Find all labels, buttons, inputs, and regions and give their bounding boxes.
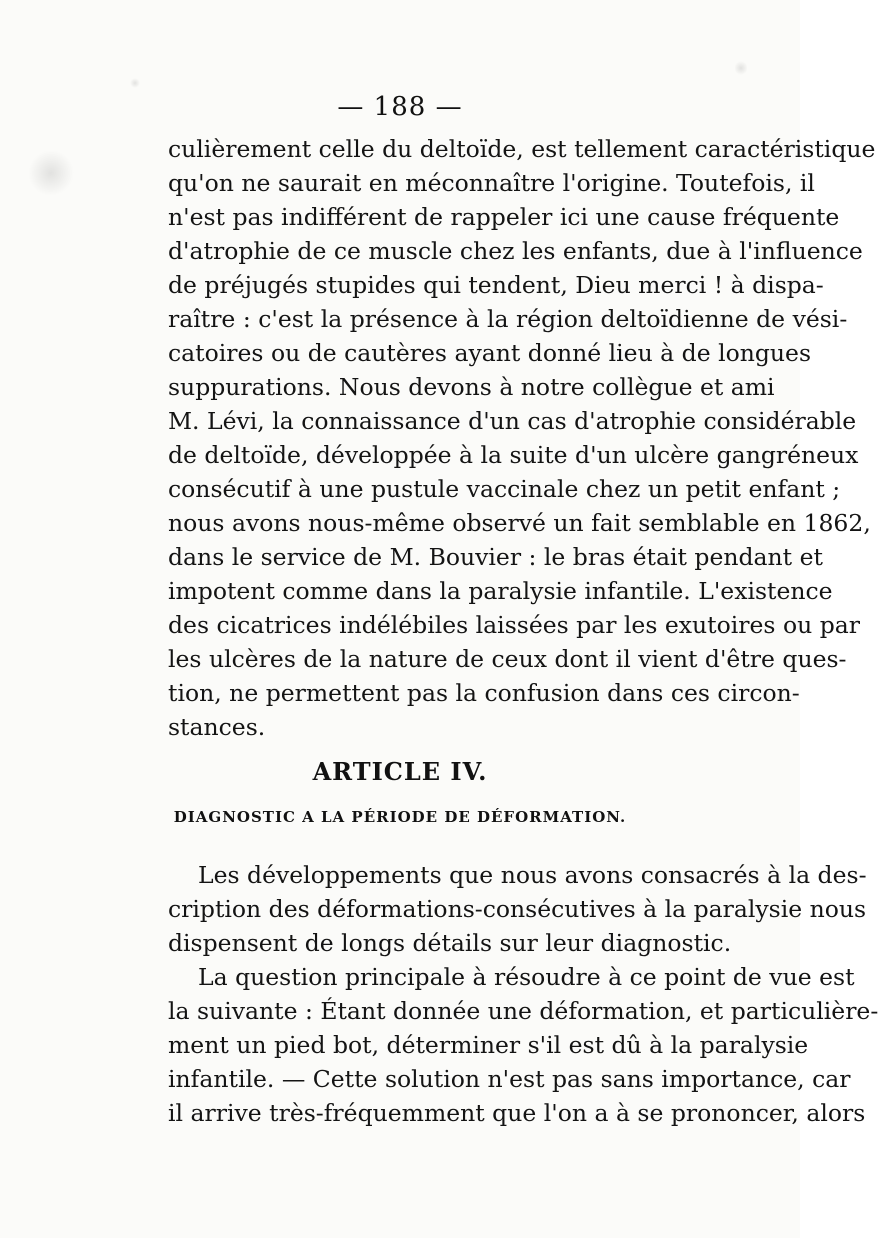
text-line: raître : c'est la présence à la région deltoïdienne de vési- [168,305,848,333]
text-line: tion, ne permettent pas la confusion dans ces circon- [168,679,800,707]
text-line: Les développements que nous avons consacrés à la des- [198,861,867,889]
article-subheading: DIAGNOSTIC A LA PÉRIODE DE DÉFORMATION. [173,808,627,826]
text-line: ment un pied bot, déterminer s'il est dû à la paralysie [168,1031,809,1059]
text-line: suppurations. Nous devons à notre collègue et ami [168,373,775,401]
text-line: de deltoïde, développée à la suite d'un ulcère gangréneux [168,441,859,469]
text-line: d'atrophie de ce muscle chez les enfants, due à l'influence [168,237,863,265]
text-line: n'est pas indifférent de rappeler ici une cause fréquente [168,203,840,231]
text-line: infantile. — Cette solution n'est pas sans importance, car [168,1065,851,1093]
text-line: consécutif à une pustule vaccinale chez un petit enfant ; [168,475,841,503]
text-line: stances. [168,713,266,741]
page-number: — 188 — [337,92,463,122]
text-line: la suivante : Étant donnée une déformation, et particulière- [168,997,878,1025]
text-line: dans le service de M. Bouvier : le bras était pendant et [168,543,823,571]
paper-stain [28,150,74,196]
text-line: culièrement celle du deltoïde, est tellement caractéristique [168,135,876,163]
text-line: qu'on ne saurait en méconnaître l'origine. Toutefois, il [168,169,815,197]
text-line: M. Lévi, la connaissance d'un cas d'atrophie considérable [168,407,857,435]
text-line: impotent comme dans la paralysie infantile. L'existence [168,577,833,605]
paper-stain [130,78,140,88]
text-line: nous avons nous-même observé un fait semblable en 1862, [168,509,871,537]
paper-stain [735,60,747,76]
text-line: dispensent de longs détails sur leur diagnostic. [168,929,732,957]
text-line: les ulcères de la nature de ceux dont il vient d'être ques- [168,645,847,673]
article-heading: ARTICLE IV. [312,757,488,786]
text-line: La question principale à résoudre à ce point de vue est [198,963,855,991]
text-line: cription des déformations-consécutives à la paralysie nous [168,895,867,923]
text-line: il arrive très-fréquemment que l'on a à se prononcer, alors [168,1099,866,1127]
text-line: de préjugés stupides qui tendent, Dieu merci ! à dispa- [168,271,824,299]
text-line: des cicatrices indélébiles laissées par les exutoires ou par [168,611,860,639]
text-line: catoires ou de cautères ayant donné lieu à de longues [168,339,812,367]
